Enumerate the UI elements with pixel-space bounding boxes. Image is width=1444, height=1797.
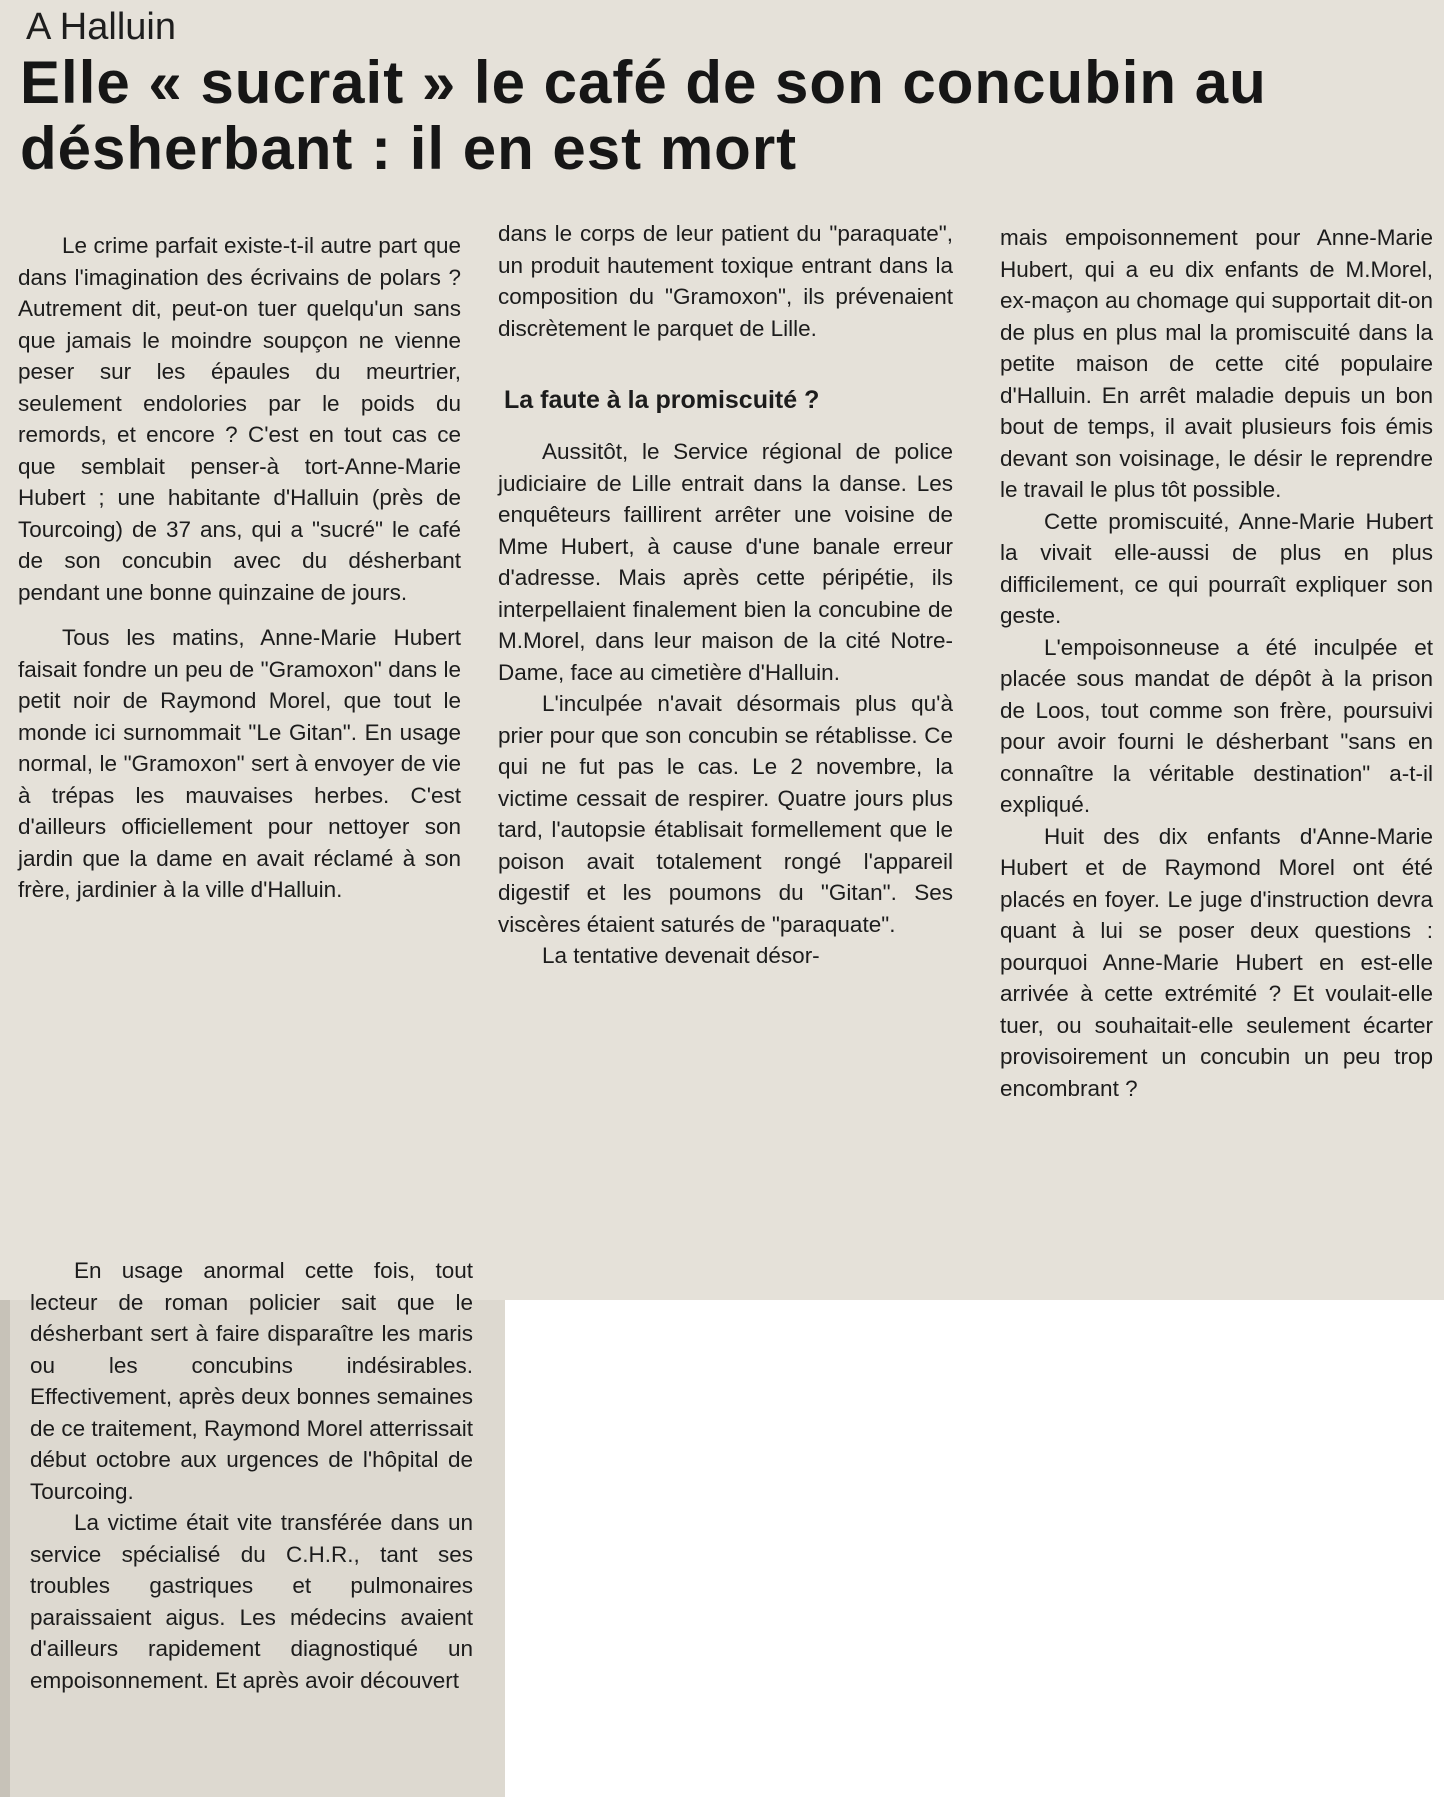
paragraph: Tous les matins, Anne-Marie Hubert faisait fondre un peu de "Gramoxon" dans le petit noir de Raymond Morel, que tout le monde ici surnommait "Le Gitan". En usage normal, le "Gramoxon" sert à envoyer de vie à trépas les mauvaises herbes. C'est d'ailleurs officiellement pour nettoyer son jardin que la dame en avait réclamé à son frère, jardinier à la ville d'Halluin. bbox=[18, 625, 461, 902]
paragraph: dans le corps de leur patient du "paraquate", un produit hautement toxique entrant dans la composition du "Gramoxon", ils prévenaient discrètement le parquet de Lille. bbox=[498, 221, 953, 341]
paragraph: Huit des dix enfants d'Anne-Marie Hubert et de Raymond Morel ont été placés en foyer. Le juge d'instruction devra quant à lui se poser deux questions : pourquoi Anne-Marie Hubert en est-elle arrivée à cette extrémité ? Et voulait-elle tuer, ou souhaitait-elle seulement écarter provisoirement un concubin un peu trop encombrant ? bbox=[1000, 823, 1433, 1101]
paragraph: L'empoisonneuse a été inculpée et placée sous mandat de dépôt à la prison de Loos, tout comme son frère, poursuivi pour avoir fourni le désherbant "sans en connaître la véritable destination" a-t-il expliqué. bbox=[1000, 634, 1433, 817]
paragraph: En usage anormal cette fois, tout lecteur de roman policier sait que le désherbant sert à faire disparaître les maris ou les concubins indésirables. Effectivement, après deux bonnes semaines de ce traitement, Raymond Morel atterrissait début octobre aux urgences de l'hôpital de Tourcoing. bbox=[30, 1258, 473, 1504]
article-kicker: A Halluin bbox=[26, 6, 176, 48]
paragraph: La tentative devenait désor- bbox=[542, 943, 820, 968]
article-headline: Elle « sucrait » le café de son concubin au désherbant : il en est mort bbox=[20, 49, 1267, 182]
article-column-3 bbox=[1000, 222, 1433, 1104]
article-subheading: La faute à la promiscuité ? bbox=[504, 386, 820, 414]
article-column-1-upper bbox=[18, 230, 461, 906]
paragraph: L'inculpée n'avait désormais plus qu'à prier pour que son concubin se rétablisse. Ce qui ne fut pas le cas. Le 2 novembre, la victime cessait de respirer. Quatre jours plus tard, l'autopsie établisait formellement que le poison avait totalement rongé l'appareil digestif et les poumons du "Gitan". Ses viscères étaient saturés de "paraquate". bbox=[498, 691, 953, 937]
paragraph: Le crime parfait existe-t-il autre part que dans l'imagination des écrivains de polars ? Autrement dit, peut-on tuer quelqu'un sans que jamais le moindre soupçon ne vienne peser sur les épaules du meurtrier, seulement endolories par le poids du remords, et encore ? C'est en tout cas ce que semblait penser-à tort-Anne-Marie Hubert ; une habitante d'Halluin (près de Tourcoing) de 37 ans, qui a "sucré" le café de son concubin avec du désherbant pendant une bonne quinzaine de jours. bbox=[18, 233, 461, 605]
article-column-2 bbox=[498, 218, 953, 972]
paragraph: Aussitôt, le Service régional de police judiciaire de Lille entrait dans la danse. Les enquêteurs faillirent arrêter une voisine de Mme Hubert, à cause d'une banale erreur d'adresse. Mais après cette péripétie, ils interpellaient finalement bien la concubine de M.Morel, dans leur maison de la cité Notre-Dame, face au cimetière d'Halluin. bbox=[498, 439, 953, 685]
paragraph: La victime était vite transférée dans un service spécialisé du C.H.R., tant ses troubles gastriques et pulmonaires paraissaient aigus. Les médecins avaient d'ailleurs rapidement diagnostiqué un empoisonnement. Et après avoir découvert bbox=[30, 1510, 473, 1693]
article-column-1-lower bbox=[30, 1255, 473, 1696]
paragraph: mais empoisonnement pour Anne-Marie Hubert, qui a eu dix enfants de M.Morel, ex-maçon au chomage qui supportait dit-on de plus en plus mal la promiscuité dans la petite maison de cette cité populaire d'Halluin. En arrêt maladie depuis un bon bout de temps, il avait plusieurs fois émis devant son voisinage, le désir le reprendre le travail le plus tôt possible. bbox=[1000, 225, 1433, 502]
paragraph: Cette promiscuité, Anne-Marie Hubert la vivait elle-aussi de plus en plus difficilement, ce qui pourraît expliquer son geste. bbox=[1000, 508, 1433, 628]
